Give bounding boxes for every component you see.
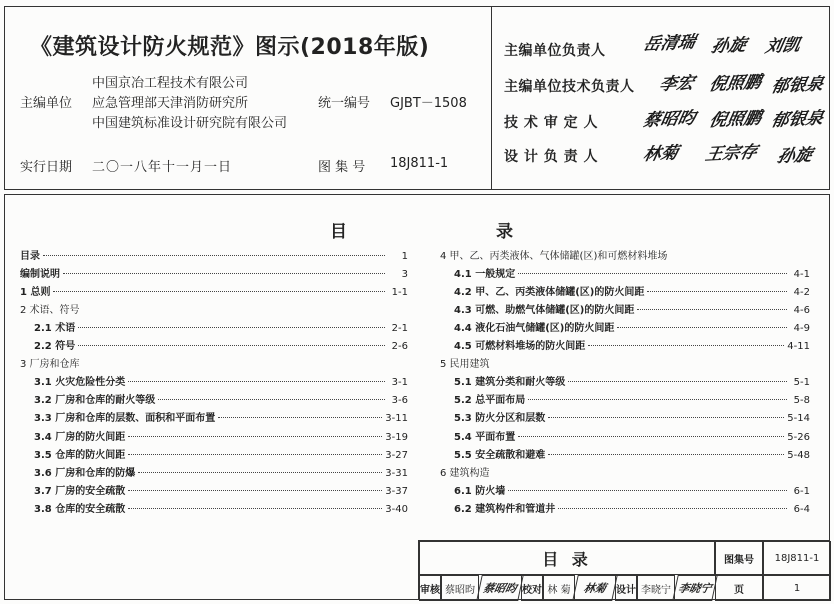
unified-no-label: 统一编号 (318, 96, 371, 111)
toc-entry-title: 3 厂房和仓库 (20, 359, 80, 371)
designer-name: 李晓宁 (637, 575, 675, 601)
toc-entry-page: 5-14 (787, 413, 810, 425)
document-title: 《建筑设计防火规范》图示(2018年版) (30, 35, 430, 60)
toc-leader-dots (647, 291, 787, 292)
toc-entry-page: 4-6 (793, 305, 810, 317)
toc-entry[interactable] (20, 286, 408, 300)
toc-entry[interactable] (454, 449, 810, 463)
role-technical-reviewer: 技 术 审 定 人 (504, 115, 598, 131)
title-block-atlas-no: 18J811-1 (763, 541, 831, 575)
toc-entry[interactable] (454, 268, 810, 282)
signature: 林菊 (641, 143, 680, 165)
toc-leader-dots (78, 327, 385, 328)
toc-entry-title: 2.1 术语 (34, 323, 76, 335)
toc-entry[interactable] (34, 340, 408, 354)
toc-entry-title: 1 总则 (20, 287, 51, 299)
toc-entry-page: 5-48 (787, 449, 810, 461)
toc-entry-page: 3-40 (385, 503, 408, 515)
checker-label: 校对 (521, 575, 543, 601)
signature: 孙旋 (709, 35, 748, 57)
toc-leader-dots (128, 490, 382, 491)
toc-entry[interactable] (34, 322, 408, 336)
toc-entry-title: 3.2 厂房和仓库的耐火等级 (34, 395, 156, 407)
toc-leader-dots (518, 273, 787, 274)
signature: 刘凯 (763, 35, 802, 57)
toc-entry-title: 5.4 平面布置 (454, 431, 516, 443)
toc-leader-dots (128, 508, 382, 509)
toc-entry-page: 3-19 (385, 431, 408, 443)
toc-entry-title: 4.1 一般规定 (454, 269, 516, 281)
toc-entry-title: 3.6 厂房和仓库的防爆 (34, 467, 136, 479)
toc-entry-title: 6.2 建筑构件和管道井 (454, 503, 556, 515)
toc-entry-page: 3 (401, 269, 408, 281)
toc-leader-dots (218, 417, 382, 418)
toc-entry-title: 4.2 甲、乙、丙类液体储罐(区)的防火间距 (454, 287, 645, 299)
signature: 倪照鹏 (707, 72, 764, 95)
toc-entry-title: 4.5 可燃材料堆场的防火间距 (454, 341, 586, 353)
toc-entry-title: 4 甲、乙、丙类液体、气体储罐(区)和可燃材料堆场 (440, 251, 668, 262)
toc-entry-title: 5.5 安全疏散和避难 (454, 449, 546, 461)
toc-entry[interactable] (20, 268, 408, 282)
toc-entry-page: 4-2 (793, 287, 810, 299)
title-block-title: 目 录 (419, 541, 715, 575)
page-label: 页 (715, 575, 763, 601)
toc-entry[interactable] (34, 394, 408, 408)
toc-entry[interactable] (440, 467, 810, 481)
toc-entry[interactable] (454, 376, 810, 390)
toc-entry-title: 4.3 可燃、助燃气体储罐(区)的防火间距 (454, 305, 635, 317)
toc-entry[interactable] (34, 485, 408, 499)
toc-entry-title: 2 术语、符号 (20, 305, 80, 317)
role-chief-tech-head: 主编单位技术负责人 (504, 79, 635, 95)
signature: 倪照鹏 (707, 108, 764, 131)
toc-entry-title: 6 建筑构造 (440, 467, 490, 479)
toc-leader-dots (53, 291, 385, 292)
toc-entry[interactable] (454, 412, 810, 426)
toc-entry-title: 5.3 防火分区和层数 (454, 413, 546, 425)
toc-entry-page: 2-6 (391, 341, 408, 353)
toc-entry-page: 4-1 (793, 269, 810, 281)
toc-leader-dots (518, 436, 784, 437)
chief-unit-1: 中国京冶工程技术有限公司 (92, 76, 249, 91)
toc-entry[interactable] (440, 358, 810, 372)
reviewer-name: 蔡昭昀 (441, 575, 479, 601)
signature: 郁银泉 (769, 74, 826, 97)
effective-date: 二〇一八年十一月一日 (92, 160, 233, 175)
toc-entry[interactable] (20, 304, 408, 318)
toc-leader-dots (128, 454, 382, 455)
toc-entry-title: 5.1 建筑分类和耐火等级 (454, 377, 566, 389)
toc-entry-title: 5.2 总平面布局 (454, 395, 526, 407)
toc-entry-page: 3-31 (385, 467, 408, 479)
toc-entry[interactable] (454, 304, 810, 318)
signature: 蔡昭昀 (641, 108, 698, 131)
toc-entry-page: 1-1 (391, 287, 408, 299)
toc-entry[interactable] (34, 503, 408, 517)
toc-entry-page: 3-1 (391, 377, 408, 389)
toc-entry-title: 3.1 火灾危险性分类 (34, 377, 126, 389)
page-number: 1 (763, 575, 831, 601)
chief-unit-2: 应急管理部天津消防研究所 (92, 96, 249, 111)
unified-no: GJBT－1508 (390, 96, 467, 111)
toc-entry[interactable] (34, 431, 408, 445)
toc-entry[interactable] (454, 431, 810, 445)
toc-leader-dots (508, 490, 787, 491)
toc-entry-title: 3.5 仓库的防火间距 (34, 449, 126, 461)
toc-leader-dots (128, 436, 382, 437)
toc-leader-dots (548, 454, 784, 455)
toc-leader-dots (78, 345, 385, 346)
toc-leader-dots (568, 381, 787, 382)
toc-heading-left: 目 (330, 222, 347, 242)
toc-entry-page: 3-6 (391, 395, 408, 407)
toc-entry[interactable] (34, 412, 408, 426)
effective-date-label: 实行日期 (20, 160, 73, 175)
role-design-lead: 设 计 负 责 人 (504, 149, 598, 165)
toc-entry-title: 3.4 厂房的防火间距 (34, 431, 126, 443)
toc-entry-title: 4.4 液化石油气储罐(区)的防火间距 (454, 323, 615, 335)
toc-entry-page: 5-1 (793, 377, 810, 389)
toc-entry-title: 2.2 符号 (34, 341, 76, 353)
toc-entry-title: 5 民用建筑 (440, 359, 490, 371)
designer-signature: 李晓宁 (672, 575, 718, 601)
toc-entry-page: 3-11 (385, 413, 408, 425)
toc-leader-dots (548, 417, 784, 418)
toc-heading-right: 录 (496, 222, 513, 242)
toc-entry-title: 3.8 仓库的安全疏散 (34, 503, 126, 515)
header-divider (491, 7, 492, 189)
toc-entry-title: 编制说明 (20, 269, 60, 281)
toc-leader-dots (138, 472, 382, 473)
toc-entry[interactable] (34, 376, 408, 390)
toc-entry-page: 4-9 (793, 323, 810, 335)
chief-unit-3: 中国建筑标准设计研究院有限公司 (92, 116, 288, 131)
toc-entry-title: 6.1 防火墙 (454, 485, 506, 497)
checker-signature: 林菊 (572, 575, 618, 601)
toc-leader-dots (528, 399, 787, 400)
toc-entry[interactable] (34, 449, 408, 463)
toc-entry[interactable] (34, 467, 408, 481)
toc-entry[interactable] (440, 250, 810, 264)
toc-entry-title: 3.3 厂房和仓库的层数、面积和平面布置 (34, 413, 216, 425)
toc-entry-title: 3.7 厂房的安全疏散 (34, 485, 126, 497)
reviewer-label: 审核 (419, 575, 441, 601)
toc-leader-dots (43, 255, 385, 256)
toc-entry-page: 5-26 (787, 431, 810, 443)
toc-entry[interactable] (454, 503, 810, 517)
signature: 李宏 (657, 73, 696, 95)
designer-label: 设计 (615, 575, 637, 601)
toc-leader-dots (128, 381, 385, 382)
toc-entry[interactable] (20, 358, 408, 372)
toc-entry-page: 4-11 (787, 341, 810, 353)
toc-entry[interactable] (20, 250, 408, 264)
toc-entry[interactable] (454, 485, 810, 499)
signature: 郁银泉 (769, 108, 826, 131)
toc-entry-page: 3-27 (385, 449, 408, 461)
atlas-no: 18J811-1 (390, 156, 449, 171)
checker-name: 林 菊 (543, 575, 575, 601)
toc-entry[interactable] (454, 340, 810, 354)
signature: 岳清瑞 (641, 32, 698, 55)
atlas-no-label: 图 集 号 (318, 160, 366, 175)
title-block-atlas-label: 图集号 (715, 541, 763, 575)
toc-entry-page: 1 (401, 251, 408, 262)
toc-leader-dots (637, 309, 787, 310)
toc-leader-dots (617, 327, 787, 328)
toc-entry[interactable] (454, 322, 810, 336)
toc-entry-page: 6-4 (793, 503, 810, 515)
toc-entry-page: 5-8 (793, 395, 810, 407)
toc-leader-dots (588, 345, 784, 346)
role-chief-unit-head: 主编单位负责人 (504, 43, 606, 59)
toc-leader-dots (63, 273, 385, 274)
title-block (418, 540, 830, 600)
toc-entry-page: 3-37 (385, 485, 408, 497)
toc-entry-page: 2-1 (391, 323, 408, 335)
toc-entry[interactable] (454, 286, 810, 300)
toc-leader-dots (158, 399, 385, 400)
signature: 王宗存 (703, 142, 760, 165)
signature: 孙旋 (775, 145, 814, 167)
toc-entry-page: 6-1 (793, 485, 810, 497)
chief-unit-label: 主编单位 (20, 96, 73, 111)
toc-entry-title: 目录 (20, 251, 40, 262)
reviewer-signature: 蔡昭昀 (476, 575, 524, 601)
toc-leader-dots (558, 508, 787, 509)
toc-entry[interactable] (454, 394, 810, 408)
